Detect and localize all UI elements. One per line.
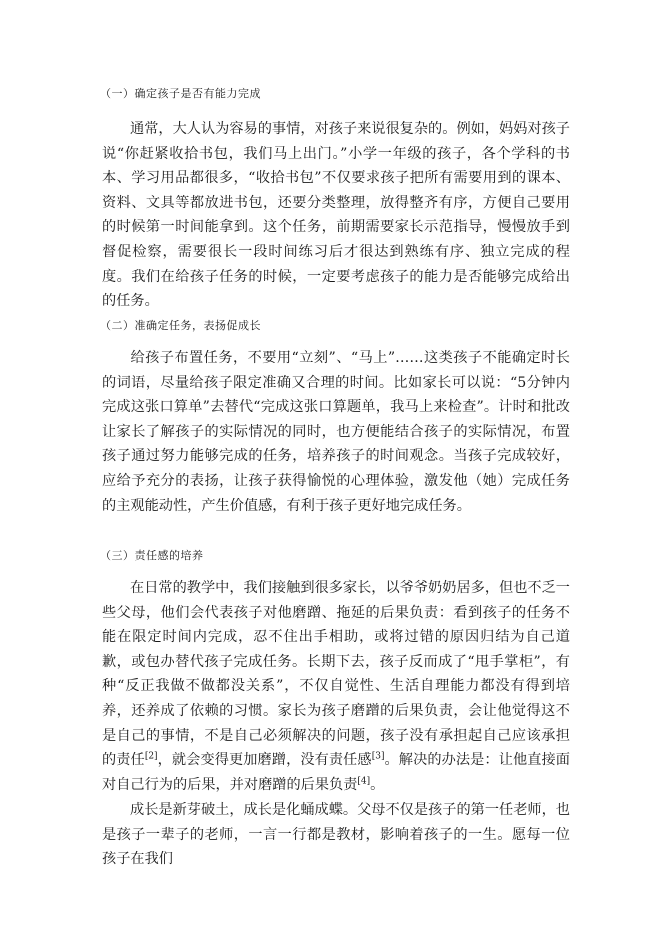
section-1-paragraph: [102, 117, 570, 314]
citation-ref-4: [4]: [357, 776, 371, 787]
section-2-paragraph: [102, 346, 570, 518]
section-3-text-part3: 。解决的办法是：让他直接面对自己行为的后果，并对磨蹭的后果负责: [102, 752, 570, 793]
section-3-text-part1: 在日常的教学中，我们接触到很多家长，以爷爷奶奶居多，但也不乏一些父母，他们会代表孩子对他磨蹭、拖延的后果负责：看到孩子的任务不能在限定时间内完成，忍不住出手相助，或将过错的原因归结为自己道歉，或包办替代孩子完成任务。长期下去，孩子反而成了“甩手掌柜”，有种“反正我做不做都没关系”，不仅自觉性、生活自理能力都没有得到培养，还养成了依赖的习惯。家长为孩子磨蹭的后果负责，会让他觉得这不是自己的事情，不是自己必须解决的问题，孩子没有承担起自己应该承担的责任: [102, 580, 570, 769]
citation-ref-3: [3]: [371, 751, 385, 762]
section-3-heading: （三）责任感的培养: [100, 549, 204, 562]
section-2-text: 给孩子布置任务，不要用“立刻”、“马上”……这类孩子不能确定时长的词语，尽量给孩子限定准确又合理的时间。比如家长可以说：“5分钟内完成这张口算单”去替代“完成这张口算题单，我马上来检查”。计时和批改让家长了解孩子的实际情况的同时，也方便能结合孩子的实际情况，布置孩子通过努力能够完成的任务，培养孩子的时间观念。当孩子完成较好，应给予充分的表扬，让孩子获得愉悦的心理体验，激发他（她）完成任务的主观能动性，产生价值感，有利于孩子更好地完成任务。: [102, 350, 570, 514]
section-3-text-part4: 。: [370, 776, 385, 793]
section-3-text-part2: ，就会变得更加磨蹭，没有责任感: [157, 752, 372, 769]
closing-paragraph: [102, 798, 570, 872]
section-1-heading: （一）确定孩子是否有能力完成: [100, 87, 261, 100]
citation-ref-2: [2]: [144, 751, 158, 762]
closing-text: 成长是新芽破土，成长是化蛹成蝶。父母不仅是孩子的第一任老师，也是孩子一辈子的老师，一言一行都是教材，影响着孩子的一生。愿每一位孩子在我们: [102, 802, 570, 868]
section-2-heading: （二）准确定任务，表扬促成长: [100, 319, 261, 332]
section-1-text: 通常，大人认为容易的事情，对孩子来说很复杂的。例如，妈妈对孩子说“你赶紧收拾书包，我们马上出门。”小学一年级的孩子，各个学科的书本、学习用品都很多，“收拾书包”不仅要求孩子把所有需要用到的课本、资料、文具等都放进书包，还要分类整理，放得整齐有序，方便自己要用的时候第一时间能拿到。这个任务，前期需要家长示范指导，慢慢放手到督促检察，需要很长一段时间练习后才很达到熟练有序、独立完成的程度。我们在给孩子任务的时候，一定要考虑孩子的能力是否能够完成给出的任务。: [102, 121, 570, 310]
section-3-paragraph: [102, 576, 570, 797]
